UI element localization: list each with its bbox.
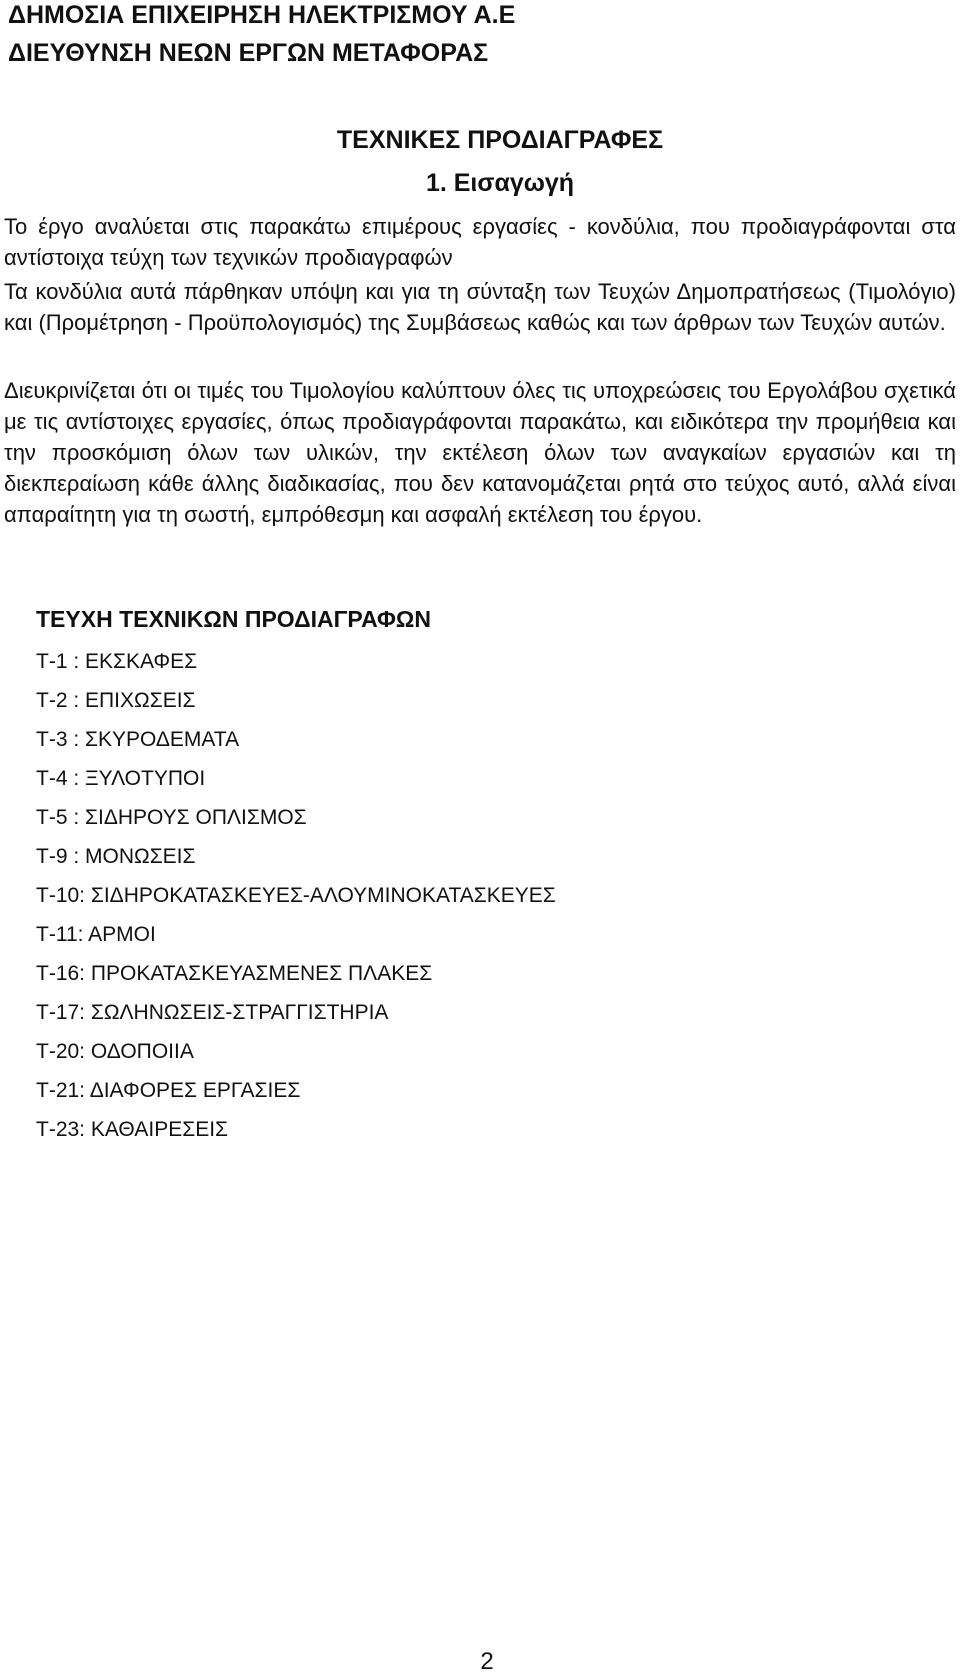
list-item: Τ-16: ΠΡΟΚΑΤΑΣΚΕΥΑΣΜΕΝΕΣ ΠΛΑΚΕΣ — [36, 962, 433, 985]
specifications-list — [36, 648, 556, 1155]
list-item: Τ-21: ΔΙΑΦΟΡΕΣ ΕΡΓΑΣΙΕΣ — [36, 1079, 301, 1102]
list-item: Τ-20: ΟΔΟΠΟΙΙΑ — [36, 1040, 194, 1063]
list-item: Τ-10: ΣΙΔΗΡΟΚΑΤΑΣΚΕΥΕΣ-ΑΛΟΥΜΙΝΟΚΑΤΑΣΚΕΥΕΣ — [36, 884, 556, 907]
section-title: 1. Εισαγωγή — [425, 169, 575, 197]
paragraph-intro: Το έργο αναλύεται στις παρακάτω επιμέρους εργασίες - κονδύλια, που προδιαγράφονται στα αντίστοιχα τεύχη των τεχνικών προδιαγραφών — [4, 214, 956, 270]
list-item: Τ-2 : ΕΠΙΧΩΣΕΙΣ — [36, 689, 196, 712]
list-item: Τ-23: ΚΑΘΑΙΡΕΣΕΙΣ — [36, 1118, 229, 1141]
paragraph-items: Τα κονδύλια αυτά πάρθηκαν υπόψη και για τη σύνταξη των Τευχών Δημοπρατήσεως (Τιμολόγιο) και (Προμέτρηση - Προϋπολογισμός) της Συμβάσεως καθώς και των άρθρων των Τευχών αυτών. — [4, 279, 956, 335]
organization-name: ΔΗΜΟΣΙΑ ΕΠΙΧΕΙΡΗΣΗ ΗΛΕΚΤΡΙΣΜΟΥ Α.Ε — [8, 1, 516, 29]
list-item: Τ-5 : ΣΙΔΗΡΟΥΣ ΟΠΛΙΣΜΟΣ — [36, 806, 307, 829]
list-item: Τ-1 : ΕΚΣΚΑΦΕΣ — [36, 650, 198, 673]
paragraph-clarification: Διευκρινίζεται ότι οι τιμές του Τιμολογίου καλύπτουν όλες τις υποχρεώσεις του Εργολάβου σχετικά με τις αντίστοιχες εργασίες, όπως προδιαγράφονται παρακάτω, και ειδικότερα την προμήθεια και την προσκόμιση όλων των υλικών, την εκτέλεση όλων των αναγκαίων εργασιών και τη διεκπεραίωση κάθε άλλης διαδικασίας, που δεν κατανομάζεται ρητά στο τεύχος αυτό, αλλά είναι απαραίτητη για τη σωστή, εμπρόθεσμη και ασφαλή εκτέλεση του έργου. — [4, 378, 956, 527]
list-item: Τ-4 : ΞΥΛΟΤΥΠΟΙ — [36, 767, 206, 790]
page-number: 2 — [480, 1648, 494, 1675]
list-item: Τ-17: ΣΩΛΗΝΩΣΕΙΣ-ΣΤΡΑΓΓΙΣΤΗΡΙΑ — [36, 1001, 389, 1024]
list-item: Τ-11: ΑΡΜΟΙ — [36, 923, 156, 946]
document-title: ΤΕΧΝΙΚΕΣ ΠΡΟΔΙΑΓΡΑΦΕΣ — [336, 126, 664, 154]
list-item: Τ-9 : ΜΟΝΩΣΕΙΣ — [36, 845, 196, 868]
specifications-list-title: ΤΕΥΧΗ ΤΕΧΝΙΚΩΝ ΠΡΟΔΙΑΓΡΑΦΩΝ — [36, 606, 431, 632]
department-name: ΔΙΕΥΘΥΝΣΗ ΝΕΩΝ ΕΡΓΩΝ ΜΕΤΑΦΟΡΑΣ — [8, 39, 489, 67]
list-item: Τ-3 : ΣΚΥΡΟΔΕΜΑΤΑ — [36, 728, 240, 751]
